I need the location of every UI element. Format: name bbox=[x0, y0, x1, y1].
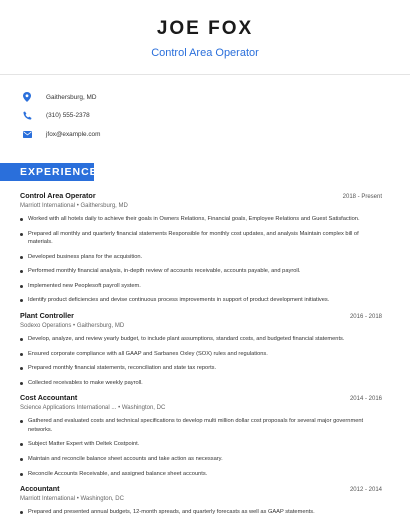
list-item: Identify product deficiencies and devise continuous process improvements in support of product development initiatives. bbox=[20, 296, 382, 304]
contact-email-text: jfox@example.com bbox=[46, 130, 101, 138]
job-entry bbox=[20, 311, 382, 387]
list-item: Subject Matter Expert with Deltek Costpoint. bbox=[20, 440, 382, 448]
list-item: Reconcile Accounts Receivable, and assigned balance sheet accounts. bbox=[20, 470, 382, 478]
list-item: Ensured corporate compliance with all GAAP and Sarbanes Oxley (SOX) rules and regulations. bbox=[20, 350, 382, 358]
list-item: Prepared all monthly and quarterly financial statements Responsible for monthly cost updates, and analysis Maintain complex bill of materials. bbox=[20, 230, 382, 247]
phone-icon bbox=[22, 111, 32, 121]
job-entry bbox=[20, 484, 382, 516]
list-item: Maintain and reconcile balance sheet accounts and take action as necessary. bbox=[20, 455, 382, 463]
resume-header bbox=[0, 0, 410, 60]
list-item: Gathered and evaluated costs and technical specifications to develop multi million dollar cost proposals for several major government networks. bbox=[20, 417, 382, 434]
contact-location bbox=[22, 88, 410, 106]
job-company-line: Marriott International • Washington, DC bbox=[20, 496, 124, 503]
email-icon bbox=[22, 129, 32, 139]
job-location: Gaithersburg, MD bbox=[80, 203, 128, 209]
job-bullets bbox=[20, 417, 382, 478]
contact-phone bbox=[22, 107, 410, 125]
job-company: Sodexo Operations bbox=[20, 322, 72, 329]
job-entry bbox=[20, 393, 382, 478]
list-item: Implemented new Peoplesoft payroll system. bbox=[20, 282, 382, 290]
job-company: Science Applications International ... bbox=[20, 405, 117, 412]
job-company-line: Sodexo Operations • Gaithersburg, MD bbox=[20, 322, 125, 329]
contact-list bbox=[0, 75, 410, 143]
job-location: Gaithersburg, MD bbox=[76, 322, 125, 329]
job-dates: 2014 - 2016 bbox=[349, 396, 382, 403]
job-dates: 2016 - 2018 bbox=[349, 313, 382, 320]
location-pin-icon bbox=[22, 92, 32, 102]
contact-location-text: Gaithersburg, MD bbox=[46, 93, 97, 101]
job-title: Plant Controller bbox=[20, 310, 74, 320]
job-bullets bbox=[20, 215, 382, 305]
job-title: Accountant bbox=[20, 484, 60, 494]
list-item: Developed business plans for the acquisition. bbox=[20, 253, 382, 261]
job-title: Cost Accountant bbox=[20, 393, 78, 403]
job-bullets bbox=[20, 335, 382, 387]
list-item: Prepared and presented annual budgets, 12-month spreads, and quarterly forecasts as well as GAAP statements. bbox=[20, 508, 382, 516]
list-item: Worked with all hotels daily to achieve their goals in Owners Relations, Financial goals, Employee Relations and Guest Satisfaction. bbox=[20, 215, 382, 223]
list-item: Develop, analyze, and review yearly budget, to include plant assumptions, standard costs, and budgeted financial statements. bbox=[20, 335, 382, 343]
job-company-line: Science Applications International ... • Washington, DC bbox=[20, 405, 166, 412]
job-location: Washington, DC bbox=[121, 405, 166, 412]
job-title: Control Area Operator bbox=[20, 191, 96, 200]
job-company-line: Marriott International • Gaithersburg, MD bbox=[20, 203, 128, 209]
job-dates: 2018 - Present bbox=[342, 194, 382, 200]
job-bullets bbox=[20, 508, 382, 516]
job-company: Marriott International bbox=[20, 496, 76, 503]
job-company: Marriott International bbox=[20, 203, 76, 209]
experience-list bbox=[0, 181, 410, 517]
list-item: Collected receivables to make weekly payroll. bbox=[20, 379, 382, 387]
list-item: Prepared monthly financial statements, reconciliation and state tax reports. bbox=[20, 364, 382, 372]
section-title-experience: EXPERIENCE bbox=[0, 163, 94, 181]
candidate-role: Control Area Operator bbox=[151, 47, 259, 59]
contact-email bbox=[22, 125, 410, 143]
contact-phone-text: (310) 555-2378 bbox=[46, 112, 90, 119]
job-entry bbox=[20, 191, 382, 305]
list-item: Performed monthly financial analysis, in-depth review of accounts receivable, accounts payable, and payroll. bbox=[20, 267, 382, 275]
candidate-name: JOE FOX bbox=[156, 18, 254, 39]
job-location: Washington, DC bbox=[80, 496, 124, 503]
job-dates: 2012 - 2014 bbox=[349, 487, 382, 494]
